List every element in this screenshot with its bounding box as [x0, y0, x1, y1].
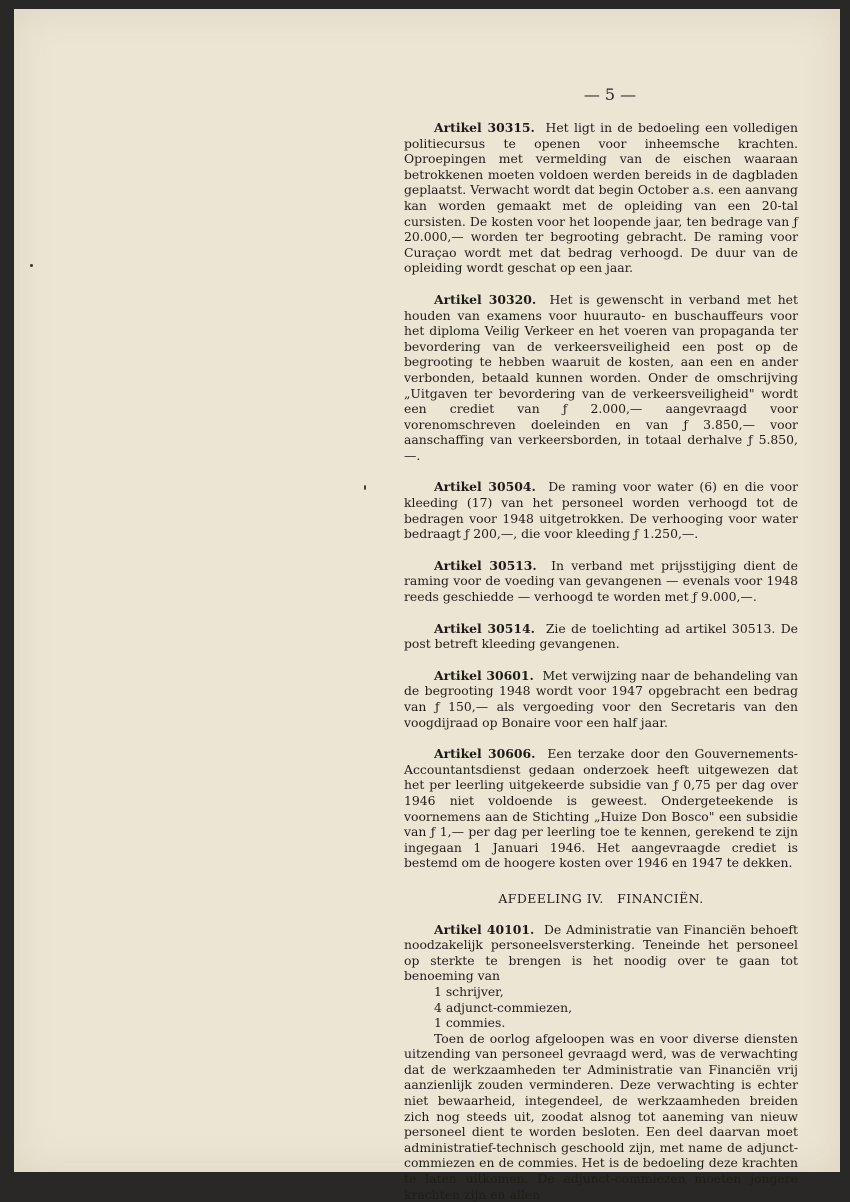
article-number: Artikel 30601. [434, 667, 534, 683]
section-heading: AFDEELING IV. FINANCIËN. [498, 890, 704, 906]
article-number: Artikel 30513. [434, 557, 537, 573]
article-number: Artikel 40101. [434, 921, 535, 937]
list-item: 1 commies. [434, 1015, 506, 1031]
article-text: In verband met prijsstijging dient de raming voor de voeding van gevangenen — evenals voor 1948 reeds geschiedde — verhoogd te worden met ƒ 9.000,—. [404, 557, 798, 605]
article-text: Het is gewenscht in verband met het houden van examens voor huurauto- en buschauffeurs voor het diploma Veilig Verkeer en het voeren van propaganda ter bevordering van de verkeersveiligheid een post op de begrooting te hebben waaruit de kosten, aan een en ander verbonden, betaald kunnen worden. Onder de omschrijving „Uitgaven ter bevordering van de verkeersveiligheid" wordt een crediet van ƒ 2.000,— aangevraagd voor vorenomschreven doeleinden en van ƒ 3.850,— voor aanschaffing van verkeersborden, in totaal derhalve ƒ 5.850,—. [404, 291, 798, 463]
list-item: 4 adjunct-commiezen, [434, 999, 573, 1015]
article-30320 [404, 292, 798, 464]
article-30601 [404, 668, 798, 730]
article-text: Een terzake door den Gouvernements-Accountantsdienst gedaan onderzoek heeft uitgewezen dat het per leerling uitgekeerde subsidie van ƒ 0,75 per dag over 1946 niet voldoende is geweest. Ondergeteekende is voornemens aan de Stichting „Huize Don Bosco" een subsidie van ƒ 1,— per dag per leerling toe te kennen, gerekend te zijn ingegaan 1 Januari 1946. Het aangevraagde crediet is bestemd om de hoogere kosten over 1946 en 1947 te dekken. [404, 746, 798, 871]
article-30606 [404, 746, 798, 871]
article-number: Artikel 30320. [434, 291, 537, 307]
article-30513 [404, 558, 798, 605]
article-30504 [404, 479, 798, 541]
article-number: Artikel 30606. [434, 746, 536, 762]
article-number: Artikel 30504. [434, 479, 536, 495]
article-40101 [404, 922, 798, 984]
paper-speck [364, 485, 366, 490]
list-item: 1 schrijver, [434, 983, 504, 999]
article-30315 [404, 120, 798, 276]
article-30514 [404, 621, 798, 652]
article-text: De Administratie van Financiën behoeft noodzakelijk personeelsversterking. Teneinde het personeel op sterkte te brengen is het noodig over te gaan tot benoeming van [404, 921, 798, 984]
page-number: — 5 — [583, 85, 637, 104]
article-text: Zie de toelichting ad artikel 30513. De post betreft kleeding gevangenen. [404, 620, 798, 652]
article-number: Artikel 30315. [434, 120, 535, 135]
article-text: Het ligt in de bedoeling een volledigen politiecursus te openen voor inheemsche krachten. Oproepingen met vermelding van de eischen waaraan betrokkenen moeten voldoen werden bereids in de dagbladen geplaatst. Verwacht wordt dat begin October a.s. een aanvang kan worden gemaakt met de opleiding van een 20-tal cursisten. De kosten voor het loopende jaar, ten bedrage van ƒ 20.000,— worden ter begrooting gebracht. De raming voor Curaçao wordt met dat bedrag verhoogd. De duur van de opleiding wordt geschat op een jaar. [404, 120, 798, 276]
article-continuation: Toen de oorlog afgeloopen was en voor diverse diensten uitzending van personeel gevraagd werd, was de verwachting dat de werkzaamheden ter Administratie van Financiën vrij aanzienlijk zouden verminderen. Deze verwachting is echter niet bewaarheid, integendeel, de werkzaamheden breiden zich nog steeds uit, zoodat alsnog tot aaneming van nieuw personeel dient te worden besloten. Een deel daarvan moet administratief-technisch geschoold zijn, met name de adjunct-commiezen en de commies. Het is de bedoeling deze krachten te laten uitkomen. De adjunct-commiezen moeten jongere krachten zijn en allen [404, 1030, 798, 1202]
paper-speck [30, 264, 33, 267]
article-text: Met verwijzing naar de behandeling van de begrooting 1948 wordt voor 1947 opgebracht een bedrag van ƒ 150,— als vergoeding voor den Secretaris van den voogdijraad op Bonaire voor een half jaar. [404, 667, 798, 730]
article-text: De raming voor water (6) en die voor kleeding (17) van het personeel worden verhoogd tot de bedragen voor 1948 uitgetrokken. De verhooging voor water bedraagt ƒ 200,—, die voor kleeding ƒ 1.250,—. [404, 479, 799, 542]
document-page [14, 9, 840, 1202]
article-number: Artikel 30514. [434, 620, 535, 636]
text-column [404, 120, 798, 1202]
